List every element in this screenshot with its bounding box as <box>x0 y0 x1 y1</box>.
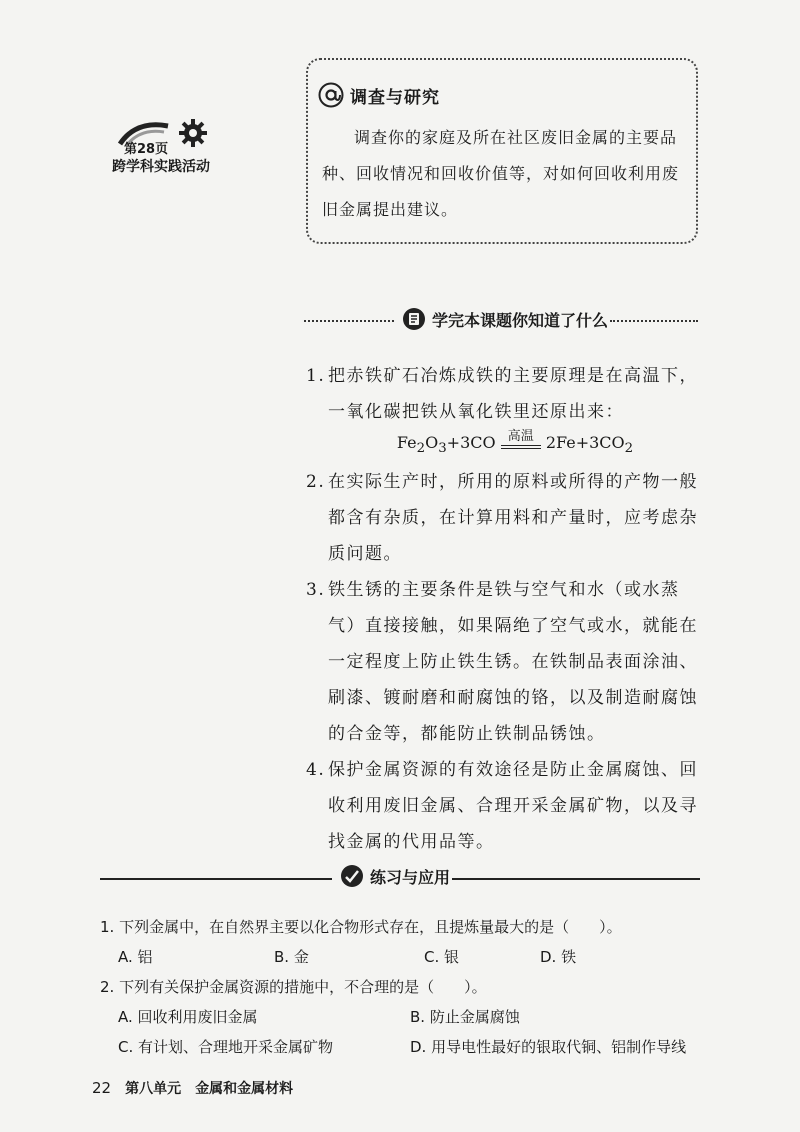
question-1-options <box>100 942 710 972</box>
summary-item-2 <box>306 464 702 572</box>
question-2-options-row-1 <box>100 1002 710 1032</box>
cross-discipline-badge <box>112 118 222 180</box>
reaction-condition: 高温 <box>501 438 541 449</box>
exercises-title-text: 练习与应用 <box>370 867 451 887</box>
exercises-header <box>100 862 700 894</box>
divider-left <box>100 878 332 880</box>
item-number: 2. <box>306 472 326 493</box>
pencil-check-icon <box>340 864 364 888</box>
summary-item-1 <box>306 358 702 464</box>
exercises-title <box>340 864 450 888</box>
question-1: 1. 下列金属中，在自然界主要以化合物形式存在，且提炼量最大的是（ ）。 <box>100 918 622 936</box>
option-d: D. 铁 <box>540 948 577 966</box>
summary-item-4 <box>306 752 702 860</box>
research-title-text: 调查与研究 <box>350 87 440 108</box>
badge-page-ref: 第28页 <box>124 142 169 157</box>
item-number: 1. <box>306 366 326 386</box>
summary-title-text: 学完本课题你知道了什么 <box>432 310 609 330</box>
divider-right <box>452 878 700 880</box>
summary-item-3 <box>306 572 702 752</box>
option-b: B. 金 <box>274 948 309 966</box>
question-2: 2. 下列有关保护金属资源的措施中，不合理的是（ ）。 <box>100 978 487 996</box>
unit-label: 第八单元 <box>125 1081 182 1097</box>
chemical-equation: $Fe_2O_3+3CO$ 高温 $2Fe+3CO_2$ <box>396 429 634 457</box>
option-d: D. 用导电性最好的银取代铜、铝制作导线 <box>410 1038 687 1056</box>
question-2-options-row-2 <box>100 1032 710 1062</box>
badge-activity: 跨学科实践活动 <box>112 159 210 175</box>
item-text: 在实际生产时，所用的原料或所得的产物一般都含有杂质，在计算用料和产量时，应考虑杂质问题。 <box>328 472 698 565</box>
page-number: 22 <box>92 1079 112 1097</box>
summary-list <box>306 358 702 860</box>
item-text: 保护金属资源的有效途径是防止金属腐蚀、回收利用废旧金属、合理开采金属矿物，以及寻找金属的代用品等。 <box>328 760 698 853</box>
item-number: 4. <box>306 760 326 781</box>
option-a: A. 铝 <box>118 948 153 966</box>
research-text: 调查你的家庭及所在社区废旧金属的主要品种、回收情况和回收价值等，对如何回收利用废旧金属提出建议。 <box>322 128 680 219</box>
item-text: 铁生锈的主要条件是铁与空气和水（或水蒸气）直接接触，如果隔绝了空气或水，就能在一定程度上防止铁生锈。在铁制品表面涂油、刷漆、镀耐磨和耐腐蚀的铬，以及制造耐腐蚀的合金等，都能防止铁制品锈蚀。 <box>328 580 698 745</box>
summary-title <box>402 307 608 331</box>
item-number: 3. <box>306 580 326 601</box>
unit-title: 金属和金属材料 <box>195 1081 294 1097</box>
exercises <box>100 912 710 1062</box>
option-c: C. 银 <box>424 948 460 966</box>
gear-icon <box>178 118 208 148</box>
dotted-divider-left <box>304 320 394 322</box>
item-text: 把赤铁矿石冶炼成铁的主要原理是在高温下，一氧化碳把铁从氧化铁里还原出来： <box>328 366 698 422</box>
summary-header <box>304 304 698 334</box>
option-a: A. 回收利用废旧金属 <box>118 1008 258 1026</box>
page-footer <box>92 1078 293 1098</box>
at-sign-icon <box>318 82 344 108</box>
dotted-divider-right <box>610 320 698 322</box>
option-b: B. 防止金属腐蚀 <box>410 1008 520 1026</box>
notebook-icon <box>402 307 426 331</box>
option-c: C. 有计划、合理地开采金属矿物 <box>118 1038 334 1056</box>
research-title <box>318 82 440 108</box>
